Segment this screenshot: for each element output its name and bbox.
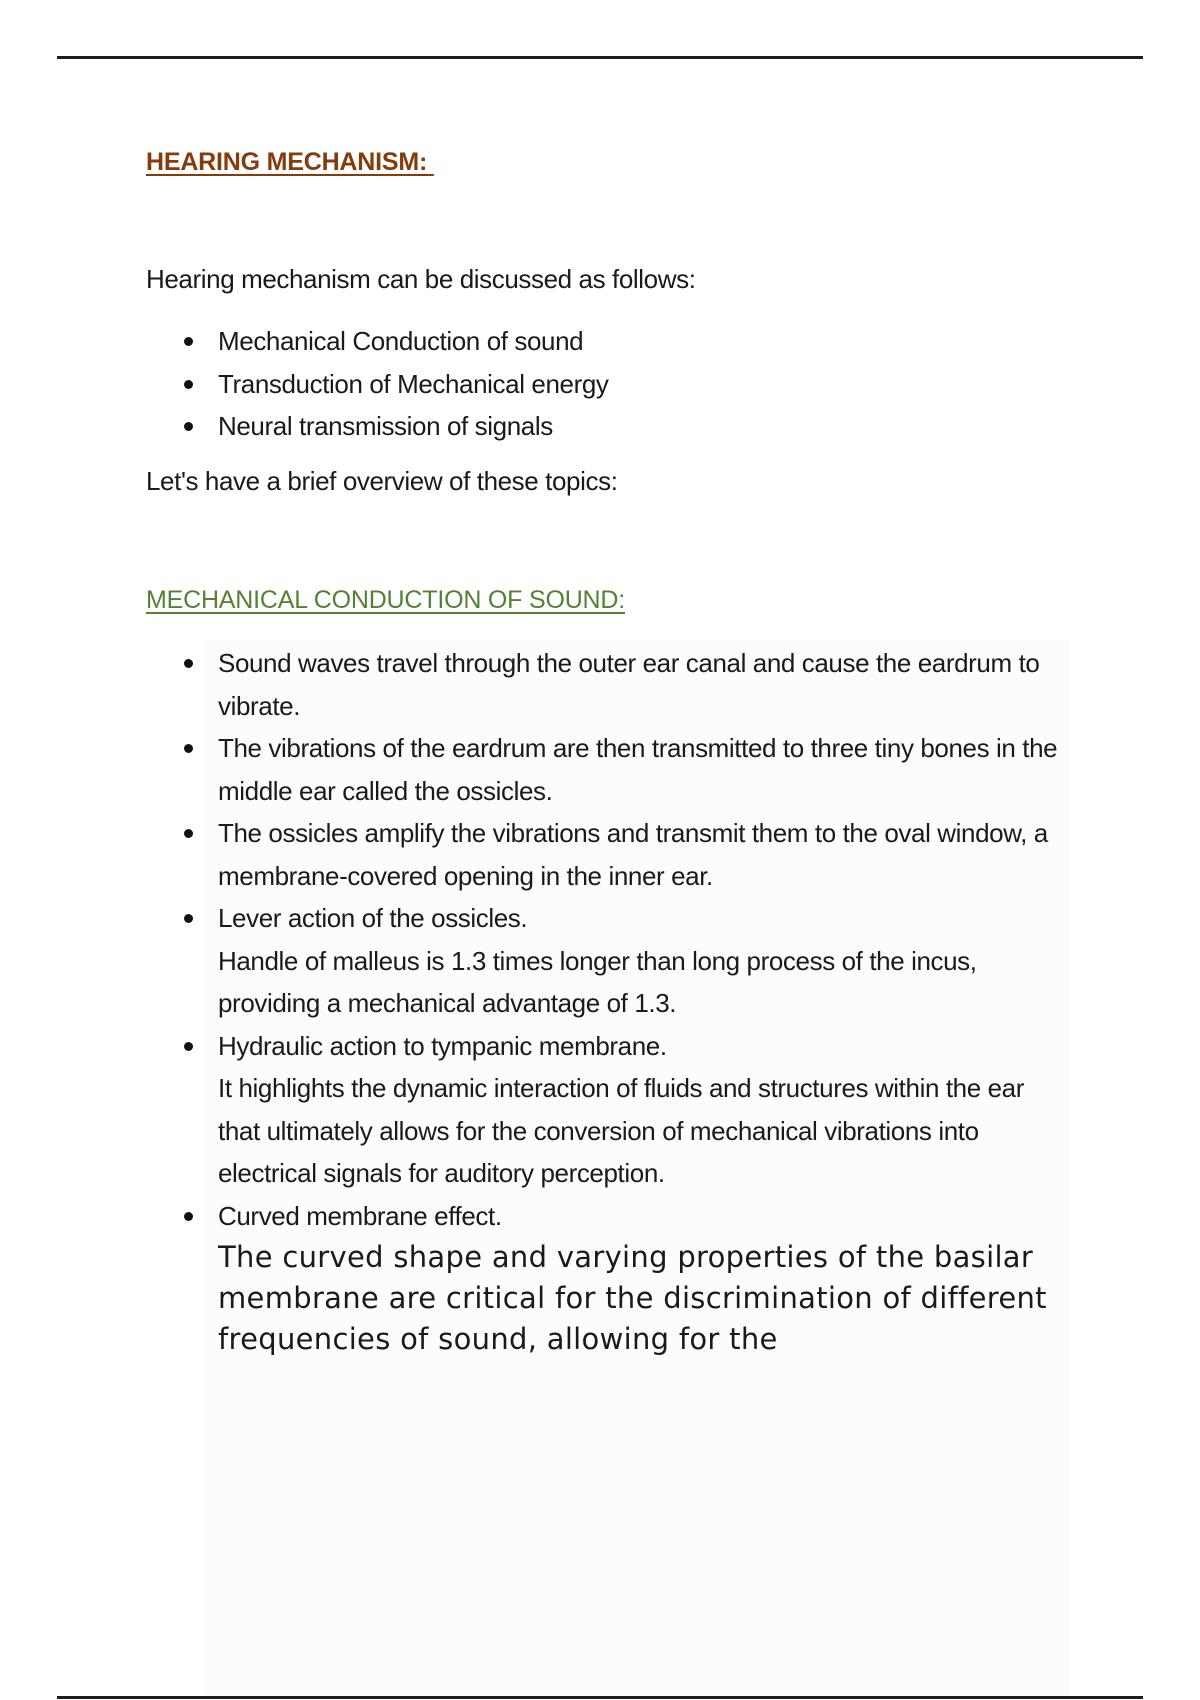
- list-item-text: Lever action of the ossicles.: [218, 903, 528, 933]
- list-item-text: The vibrations of the eardrum are then transmitted to three tiny bones in the middle ear called the ossicles.: [218, 733, 1058, 806]
- list-item-text: Transduction of Mechanical energy: [218, 368, 609, 399]
- list-item: [146, 1025, 1066, 1195]
- header-rule: [57, 56, 1143, 59]
- bullet-icon: [184, 380, 193, 389]
- page-title: HEARING MECHANISM:: [146, 148, 434, 176]
- list-item-text: Hydraulic action to tympanic membrane.: [218, 1030, 667, 1061]
- list-item-text: The ossicles amplify the vibrations and transmit them to the oval window, a membrane-covered opening in the inner ear.: [218, 818, 1048, 891]
- bullet-icon: [184, 337, 193, 346]
- list-item-text: Curved membrane effect.: [218, 1200, 502, 1231]
- list-item: [146, 897, 1066, 1025]
- list-item: [146, 1195, 1066, 1361]
- bullet-icon: [184, 914, 193, 923]
- bullet-icon: [184, 829, 193, 838]
- overview-paragraph: Let's have a brief overview of these topics:: [146, 466, 618, 496]
- list-item: [146, 727, 1066, 812]
- list-item: [146, 405, 1066, 448]
- list-item: [146, 812, 1066, 897]
- list-item: [146, 320, 1066, 363]
- list-item-text: Mechanical Conduction of sound: [218, 326, 584, 356]
- bullet-icon: [184, 744, 193, 753]
- section-heading: MECHANICAL CONDUCTION OF SOUND:: [146, 586, 626, 614]
- bullet-icon: [184, 422, 193, 431]
- list-item-text: Neural transmission of signals: [218, 411, 553, 441]
- intro-paragraph: Hearing mechanism can be discussed as follows:: [146, 264, 696, 294]
- list-item-detail: Handle of malleus is 1.3 times longer than long process of the incus, providing a mechanical advantage of 1.3.: [218, 945, 977, 1018]
- bullet-icon: [184, 1212, 193, 1221]
- list-item-detail: The curved shape and varying properties of the basilar membrane are critical for the discrimination of different frequencies of sound, allowing for the: [218, 1240, 1047, 1356]
- list-item: [146, 642, 1066, 727]
- bullet-icon: [184, 659, 193, 668]
- list-item-text: Sound waves travel through the outer ear canal and cause the eardrum to vibrate.: [218, 648, 1040, 721]
- footer-rule: [57, 1696, 1143, 1699]
- mechanical-conduction-list: [146, 642, 1066, 1360]
- list-item: [146, 363, 1066, 406]
- list-item-detail: It highlights the dynamic interaction of fluids and structures within the ear that ultimately allows for the conversion of mechanical vibrations into electrical signals for auditory perception.: [218, 1073, 1024, 1188]
- intro-topic-list: [146, 320, 1066, 448]
- bullet-icon: [184, 1042, 193, 1051]
